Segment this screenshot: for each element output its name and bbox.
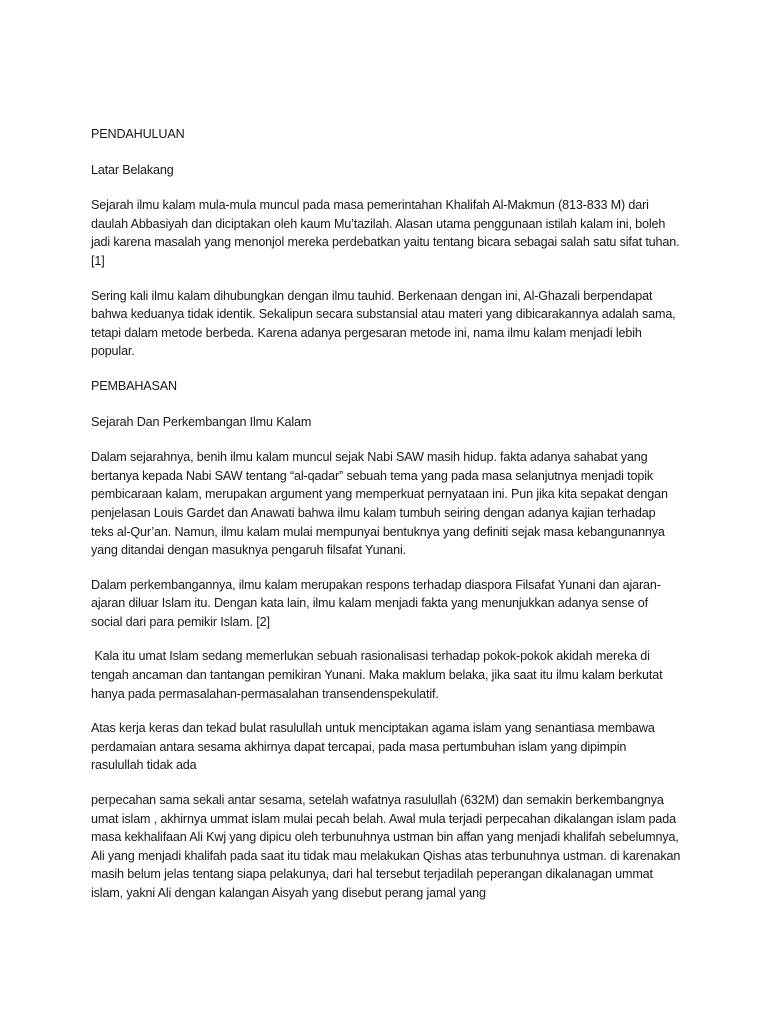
paragraph: Atas kerja keras dan tekad bulat rasulullah untuk menciptakan agama islam yang senantiasa membawa perdamaian antara sesama akhirnya dapat tercapai, pada masa pertumbuhan islam yang dipimpin rasulullah tidak ada — [91, 721, 655, 773]
subheading-sejarah-ilmu-kalam: Sejarah Dan Perkembangan Ilmu Kalam — [91, 414, 312, 429]
section-heading-pendahuluan: PENDAHULUAN — [91, 127, 185, 141]
subheading-latar-belakang: Latar Belakang — [91, 162, 174, 177]
paragraph: perpecahan sama sekali antar sesama, setelah wafatnya rasulullah (632M) dan semakin berkembangnya umat islam , akhirnya ummat islam mulai pecah belah. Awal mula terjadi perpecahan dikalangan islam pada masa kekhalifaan Ali Kwj yang dipicu oleh terbunuhnya ustman bin affan yang menjadi khalifah sebelumnya, Ali yang menjadi khalifah pada saat itu tidak mau melakukan Qishas atas terbunuhnya ustman. di karenakan masih belum jelas tentang siapa pelakunya, dari hal tersebut terjadilah peperangan dikalanagan ummat islam, yakni Ali dengan kalangan Aisyah yang disebut perang jamal yang — [91, 793, 681, 900]
paragraph: Kala itu umat Islam sedang memerlukan sebuah rasionalisasi terhadap pokok-pokok akidah mereka di tengah ancaman dan tantangan pemikiran Yunani. Maka maklum belaka, jika saat itu ilmu kalam berkutat hanya pada permasalahan-permasalahan transendenspekulatif. — [91, 649, 666, 701]
section-heading-pembahasan: PEMBAHASAN — [91, 378, 177, 393]
paragraph: Sejarah ilmu kalam mula-mula muncul pada masa pemerintahan Khalifah Al-Makmun (813-833 M) dari daulah Abbasiyah dan diciptakan oleh kaum Mu’tazilah. Alasan utama penggunaan istilah kalam ini, boleh jadi karena masalah yang menonjol mereka perdebatkan yaitu tentang bicara sebagai salah satu sifat tuhan.[1] — [91, 198, 680, 268]
paragraph: Dalam perkembangannya, ilmu kalam merupakan respons terhadap diaspora Filsafat Yunani dan ajaran-ajaran diluar Islam itu. Dengan kata lain, ilmu kalam menjadi fakta yang menunjukkan adanya sense of social dari para pemikir Islam. [2] — [91, 577, 661, 629]
paragraph: Sering kali ilmu kalam dihubungkan dengan ilmu tauhid. Berkenaan dengan ini, Al-Ghazali berpendapat bahwa keduanya tidak identik. Sekalipun secara substansial atau materi yang dibicarakannya adalah sama, tetapi dalam metode berbeda. Karena adanya pergesaran metode ini, nama ilmu kalam menjadi lebih popular. — [91, 288, 676, 359]
paragraph: Dalam sejarahnya, benih ilmu kalam muncul sejak Nabi SAW masih hidup. fakta adanya sahabat yang bertanya kepada Nabi SAW tentang “al-qadar” sebuah tema yang pada masa selanjutnya menjadi topik pembicaraan kalam, merupakan argument yang memperkuat pernyataan ini. Pun jika kita sepakat dengan penjelasan Louis Gardet dan Anawati bahwa ilmu kalam tumbuh seiring dengan adanya kajian terhadap teks al-Qur’an. Namun, ilmu kalam mulai mempunyai bentuknya yang definiti sejak masa kebangunannya yang ditandai dengan masuknya pengaruh filsafat Yunani. — [91, 450, 668, 558]
document-page — [91, 125, 681, 919]
